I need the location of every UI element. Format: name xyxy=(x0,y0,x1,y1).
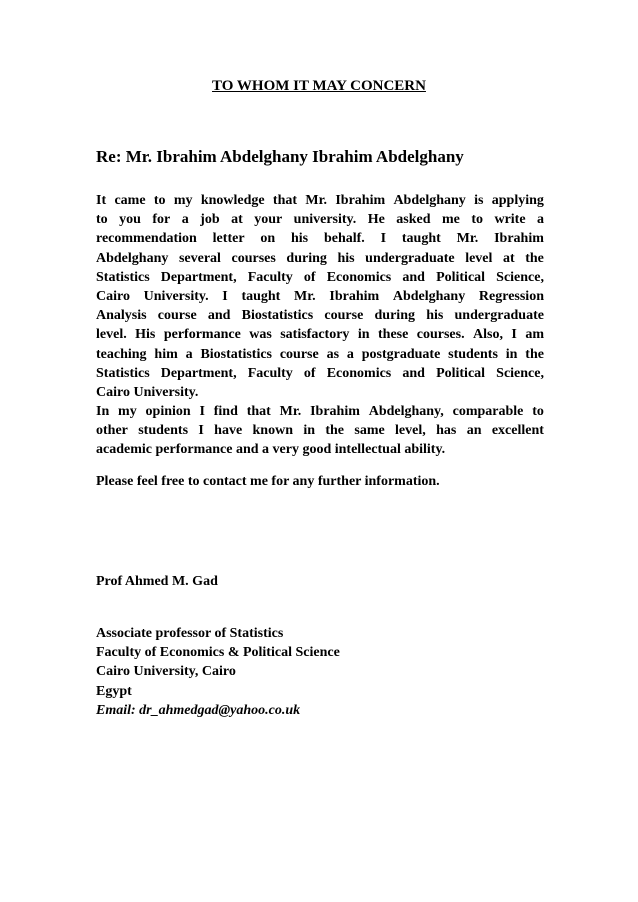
word: several xyxy=(178,250,221,266)
word: you xyxy=(119,212,141,228)
word: performance xyxy=(163,327,241,343)
word: I xyxy=(222,289,228,305)
word: I xyxy=(198,423,204,439)
word: undergraduate xyxy=(454,308,544,324)
word: his xyxy=(337,250,355,266)
word: course xyxy=(279,346,319,362)
word: He xyxy=(367,212,385,228)
word: Mr. xyxy=(279,404,302,419)
faculty-name: Faculty of Economics & Political Science xyxy=(96,645,340,661)
paragraph-line xyxy=(96,325,544,344)
word: during xyxy=(286,250,327,266)
paragraph-line xyxy=(96,191,544,210)
word: Abdelghany, xyxy=(368,404,444,419)
word: during xyxy=(374,308,415,324)
word: to xyxy=(96,212,108,228)
word: his xyxy=(290,231,309,247)
subject-line: Re: Mr. Ibrahim Abdelghany Ibrahim Abdelghany xyxy=(96,147,464,166)
word: job xyxy=(200,212,220,228)
signature-name: Prof Ahmed M. Gad xyxy=(96,574,218,589)
word: to xyxy=(471,212,483,228)
word: courses xyxy=(231,250,276,266)
word: Mr. xyxy=(456,231,479,247)
email-address: Email: dr_ahmedgad@yahoo.co.uk xyxy=(96,702,301,718)
word: Biostatistics xyxy=(241,308,314,324)
paragraph-line: Cairo University. xyxy=(96,385,199,401)
word: Statistics xyxy=(96,269,150,285)
word: and xyxy=(402,365,425,381)
word: in xyxy=(357,327,370,343)
word: Statistics xyxy=(96,365,150,381)
word: these xyxy=(378,327,409,343)
word: Science, xyxy=(496,365,544,381)
word: has xyxy=(436,423,457,439)
word: for xyxy=(152,212,171,228)
word: university. xyxy=(293,212,357,228)
word: me xyxy=(441,212,460,228)
word: to xyxy=(153,193,166,208)
paragraph-line xyxy=(96,345,544,364)
paragraph-line xyxy=(96,268,544,287)
paragraph-application xyxy=(96,191,544,402)
word: an xyxy=(466,423,482,439)
word: Cairo xyxy=(96,289,130,305)
word: satisfactory xyxy=(280,327,350,343)
word: write xyxy=(494,212,526,228)
word: my xyxy=(173,193,193,208)
word: Ibrahim xyxy=(310,404,360,419)
letter-title: TO WHOM IT MAY CONCERN xyxy=(212,78,426,94)
word: students xyxy=(138,423,189,439)
word: Ibrahim xyxy=(494,231,544,247)
word: to xyxy=(532,404,544,419)
paragraph-line xyxy=(96,402,544,421)
word: same xyxy=(354,423,385,439)
word: am xyxy=(525,327,544,343)
word: have xyxy=(214,423,243,439)
paragraph-line xyxy=(96,287,544,306)
word: course xyxy=(157,308,197,324)
word: of xyxy=(303,269,316,285)
word: His xyxy=(135,327,156,343)
word: as xyxy=(326,346,340,362)
word: course xyxy=(324,308,364,324)
word: excellent xyxy=(491,423,544,439)
word: in xyxy=(303,423,316,439)
word: behalf. xyxy=(323,231,365,247)
word: applying xyxy=(491,193,544,208)
word: Mr. xyxy=(305,193,328,208)
word: the xyxy=(325,423,345,439)
word: and xyxy=(402,269,425,285)
word: in xyxy=(505,346,518,362)
word: was xyxy=(249,327,272,343)
word: letter xyxy=(212,231,245,247)
word: that xyxy=(246,404,271,419)
word: knowledge xyxy=(200,193,265,208)
word: Ibrahim xyxy=(335,193,386,208)
word: Biostatistics xyxy=(200,346,272,362)
signature-block xyxy=(96,624,340,720)
word: courses. xyxy=(416,327,465,343)
word: opinion xyxy=(145,404,191,419)
word: It xyxy=(96,193,107,208)
word: a xyxy=(185,346,193,362)
word: Abdelghany xyxy=(392,289,466,305)
word: at xyxy=(502,250,515,266)
word: Department, xyxy=(160,365,237,381)
word: a xyxy=(181,212,189,228)
word: of xyxy=(303,365,316,381)
word: Abdelghany xyxy=(393,193,466,208)
word: University. xyxy=(143,289,209,305)
word: a xyxy=(537,212,544,228)
word: Ibrahim xyxy=(329,289,380,305)
paragraph-line xyxy=(96,229,544,248)
word: teaching xyxy=(96,346,147,362)
word: taught xyxy=(241,289,281,305)
word: Mr. xyxy=(294,289,316,305)
word: level xyxy=(465,250,493,266)
word: and xyxy=(207,308,231,324)
word: Political xyxy=(436,365,486,381)
word: is xyxy=(474,193,484,208)
country-name: Egypt xyxy=(96,683,132,699)
word: my xyxy=(118,404,137,419)
word: Faculty xyxy=(247,365,293,381)
paragraph-line: academic performance and a very good intellectual ability. xyxy=(96,442,446,458)
word: Economics xyxy=(326,365,392,381)
word: Political xyxy=(436,269,486,285)
word: Abdelghany xyxy=(96,250,169,266)
word: students xyxy=(448,346,498,362)
paragraph-line xyxy=(96,249,544,268)
paragraph-line xyxy=(96,210,544,229)
word: at xyxy=(231,212,243,228)
word: his xyxy=(426,308,444,324)
word: find xyxy=(213,404,238,419)
closing-line: Please feel free to contact me for any further information. xyxy=(96,474,440,489)
university-name: Cairo University, Cairo xyxy=(96,664,236,680)
word: asked xyxy=(396,212,431,228)
word: I xyxy=(199,404,205,419)
word: postgraduate xyxy=(361,346,441,362)
word: the xyxy=(525,346,544,362)
word: on xyxy=(260,231,276,247)
word: him xyxy=(154,346,178,362)
word: came xyxy=(114,193,146,208)
word: other xyxy=(96,423,128,439)
word: Analysis xyxy=(96,308,147,324)
word: comparable xyxy=(452,404,524,419)
position-title: Associate professor of Statistics xyxy=(96,626,284,641)
paragraph-line xyxy=(96,364,544,383)
word: level. xyxy=(96,327,127,343)
word: Also, xyxy=(473,327,503,343)
word: I xyxy=(380,231,387,247)
word: In xyxy=(96,404,110,419)
word: known xyxy=(252,423,293,439)
word: a xyxy=(346,346,354,362)
word: level, xyxy=(395,423,426,439)
word: undergraduate xyxy=(365,250,455,266)
word: I xyxy=(511,327,517,343)
word: the xyxy=(525,250,544,266)
word: taught xyxy=(401,231,441,247)
word: that xyxy=(272,193,298,208)
word: Science, xyxy=(496,269,544,285)
paragraph-opinion xyxy=(96,402,544,460)
word: Department, xyxy=(160,269,237,285)
paragraph-line xyxy=(96,306,544,325)
paragraph-closing xyxy=(96,472,544,491)
word: your xyxy=(254,212,283,228)
paragraph-line xyxy=(96,421,544,440)
word: Economics xyxy=(326,269,392,285)
word: Regression xyxy=(478,289,544,305)
word: Faculty xyxy=(247,269,293,285)
word: recommendation xyxy=(96,231,197,247)
